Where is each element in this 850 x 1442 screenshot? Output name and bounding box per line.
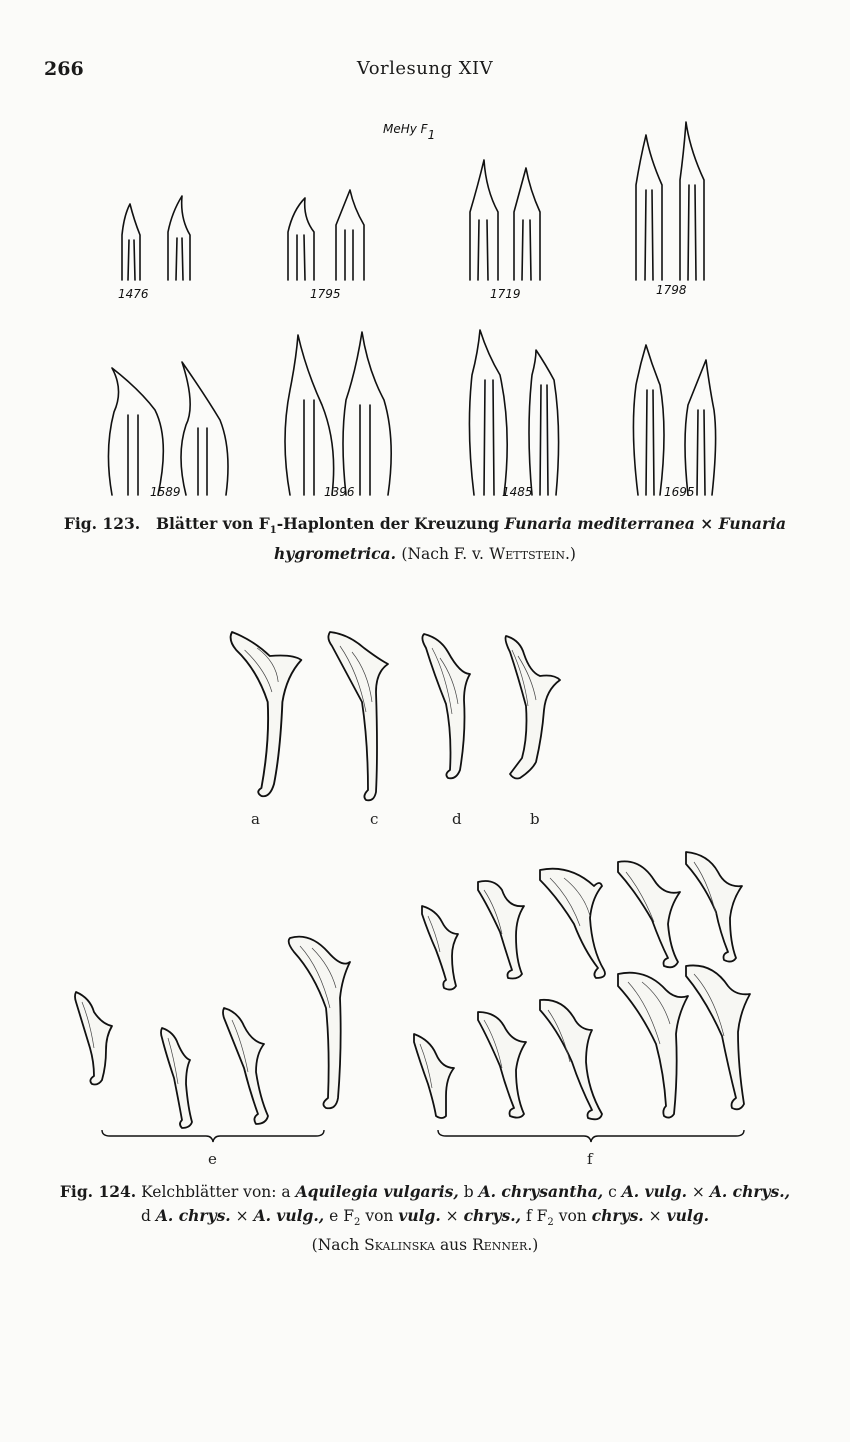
leaf-label-1589: 1589	[150, 485, 181, 499]
sepal-a	[231, 632, 302, 796]
sepal-letter-c: c	[370, 810, 379, 828]
page-number: 266	[44, 58, 84, 80]
leaf-label-1719: 1719	[490, 287, 521, 301]
sepal-letter-b: b	[530, 810, 540, 828]
sepal-group-f	[414, 852, 750, 1142]
leaf-label-1396: 1396	[324, 485, 355, 499]
sepal-d	[422, 634, 470, 778]
leaf-label-1476: 1476	[118, 287, 149, 301]
sepal-c	[328, 632, 388, 800]
group-letter-e: e	[208, 1150, 217, 1168]
leaf-label-1798: 1798	[656, 283, 687, 297]
brace-e	[102, 1130, 324, 1142]
leaf-label-1695: 1695	[664, 485, 695, 499]
fig123-handwritten-label: MeHy F1	[383, 122, 436, 142]
sepal-letter-d: d	[452, 810, 462, 828]
group-letter-f: f	[587, 1150, 593, 1168]
running-title: Vorlesung XIV	[356, 58, 494, 79]
leaf-label-1485: 1485	[502, 485, 533, 499]
fig123-caption: Fig. 123. Blätter von $F_1$-Haplonten der Kreuzung Funaria mediterranea × Funaria hygrometrica. (Nach F. v. Wettstein.)	[63, 514, 787, 564]
leaf-label-1795: 1795	[310, 287, 341, 301]
brace-f	[438, 1130, 744, 1142]
sepal-group-e	[75, 937, 350, 1142]
sepal-b	[506, 636, 561, 779]
sepal-letter-a: a	[251, 810, 260, 828]
fig124-caption: Fig. 124. Kelchblätter von: a Aquilegia vulgaris, b A. chrysantha, c A. vulg. × A. chrys., d A. chrys. × A. vulg., e $F_2$ von vulg. × chrys., f $F_2$ von chrys. × vulg. (Nach Skalinska aus Renner.)	[59, 1182, 791, 1255]
